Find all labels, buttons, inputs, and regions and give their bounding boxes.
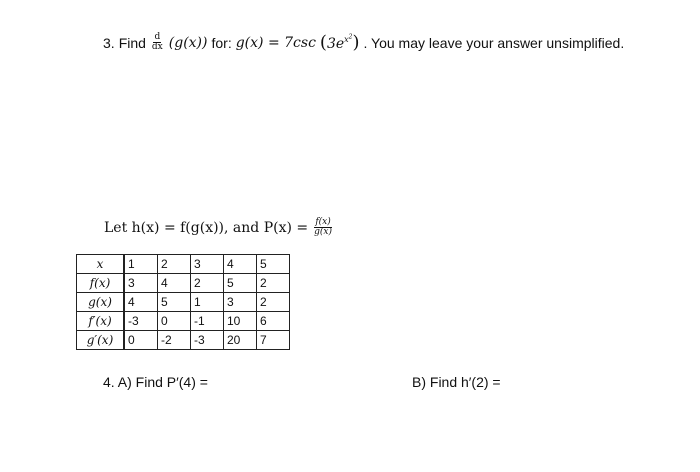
table-cell: 4 bbox=[224, 255, 257, 274]
p-fraction bbox=[313, 218, 333, 237]
find-label: Find bbox=[118, 34, 146, 51]
question-3-instruction: . You may leave your answer unsimplified. bbox=[363, 34, 625, 51]
question-4b: B) Find h′(2) = bbox=[412, 374, 501, 390]
table-cell: -3 bbox=[191, 331, 224, 350]
table-row bbox=[77, 274, 290, 293]
p-fraction-numerator: f(x) bbox=[315, 217, 331, 227]
row-label: x bbox=[77, 255, 125, 274]
definition-line bbox=[104, 218, 334, 237]
table-cell: -2 bbox=[158, 331, 191, 350]
question-3 bbox=[103, 32, 624, 53]
table-cell: -1 bbox=[191, 312, 224, 331]
derivative-operator bbox=[151, 33, 164, 52]
table-cell: 10 bbox=[224, 312, 257, 331]
csc-inner: 3e bbox=[326, 36, 345, 52]
table-cell: 1 bbox=[191, 293, 224, 312]
table-cell: 2 bbox=[191, 274, 224, 293]
p-fraction-denominator: g(x) bbox=[314, 227, 332, 237]
table-row bbox=[77, 293, 290, 312]
g-of-x: (g(x)) bbox=[168, 34, 208, 51]
table-cell: -3 bbox=[124, 312, 158, 331]
table-cell: 5 bbox=[158, 293, 191, 312]
row-label: f′(x) bbox=[77, 312, 125, 331]
table-cell: 2 bbox=[257, 274, 290, 293]
table-row bbox=[77, 331, 290, 350]
exponent-power: 2 bbox=[348, 33, 353, 41]
table-cell: 7 bbox=[257, 331, 290, 350]
row-label: g(x) bbox=[77, 293, 125, 312]
function-definition: g(x) = 7csc bbox=[235, 34, 316, 51]
table-cell: 5 bbox=[224, 274, 257, 293]
table-cell: 3 bbox=[191, 255, 224, 274]
derivative-numerator: d bbox=[154, 32, 161, 42]
definition-text: Let h(x) = f(g(x)), and P(x) = bbox=[104, 219, 309, 236]
table-cell: 2 bbox=[158, 255, 191, 274]
table-cell: 1 bbox=[124, 255, 158, 274]
for-label: for: bbox=[211, 34, 232, 51]
table-cell: 3 bbox=[224, 293, 257, 312]
row-label: f(x) bbox=[77, 274, 125, 293]
question-4a: 4. A) Find P′(4) = bbox=[103, 374, 208, 390]
table-cell: 0 bbox=[124, 331, 158, 350]
table-cell: 0 bbox=[158, 312, 191, 331]
table-cell: 2 bbox=[257, 293, 290, 312]
table-cell: 4 bbox=[124, 293, 158, 312]
table-row bbox=[77, 255, 290, 274]
exponent-base: x bbox=[344, 35, 349, 45]
table-cell: 3 bbox=[124, 274, 158, 293]
table-cell: 20 bbox=[224, 331, 257, 350]
derivative-denominator: dx bbox=[151, 42, 163, 52]
csc-argument: $(3e^{x^2})$ bbox=[319, 32, 360, 53]
table-cell: 6 bbox=[257, 312, 290, 331]
table-cell: 5 bbox=[257, 255, 290, 274]
row-label: g′(x) bbox=[77, 331, 125, 350]
table-cell: 4 bbox=[158, 274, 191, 293]
function-values-table bbox=[76, 254, 290, 350]
table-row bbox=[77, 312, 290, 331]
question-3-number: 3. bbox=[103, 34, 115, 51]
